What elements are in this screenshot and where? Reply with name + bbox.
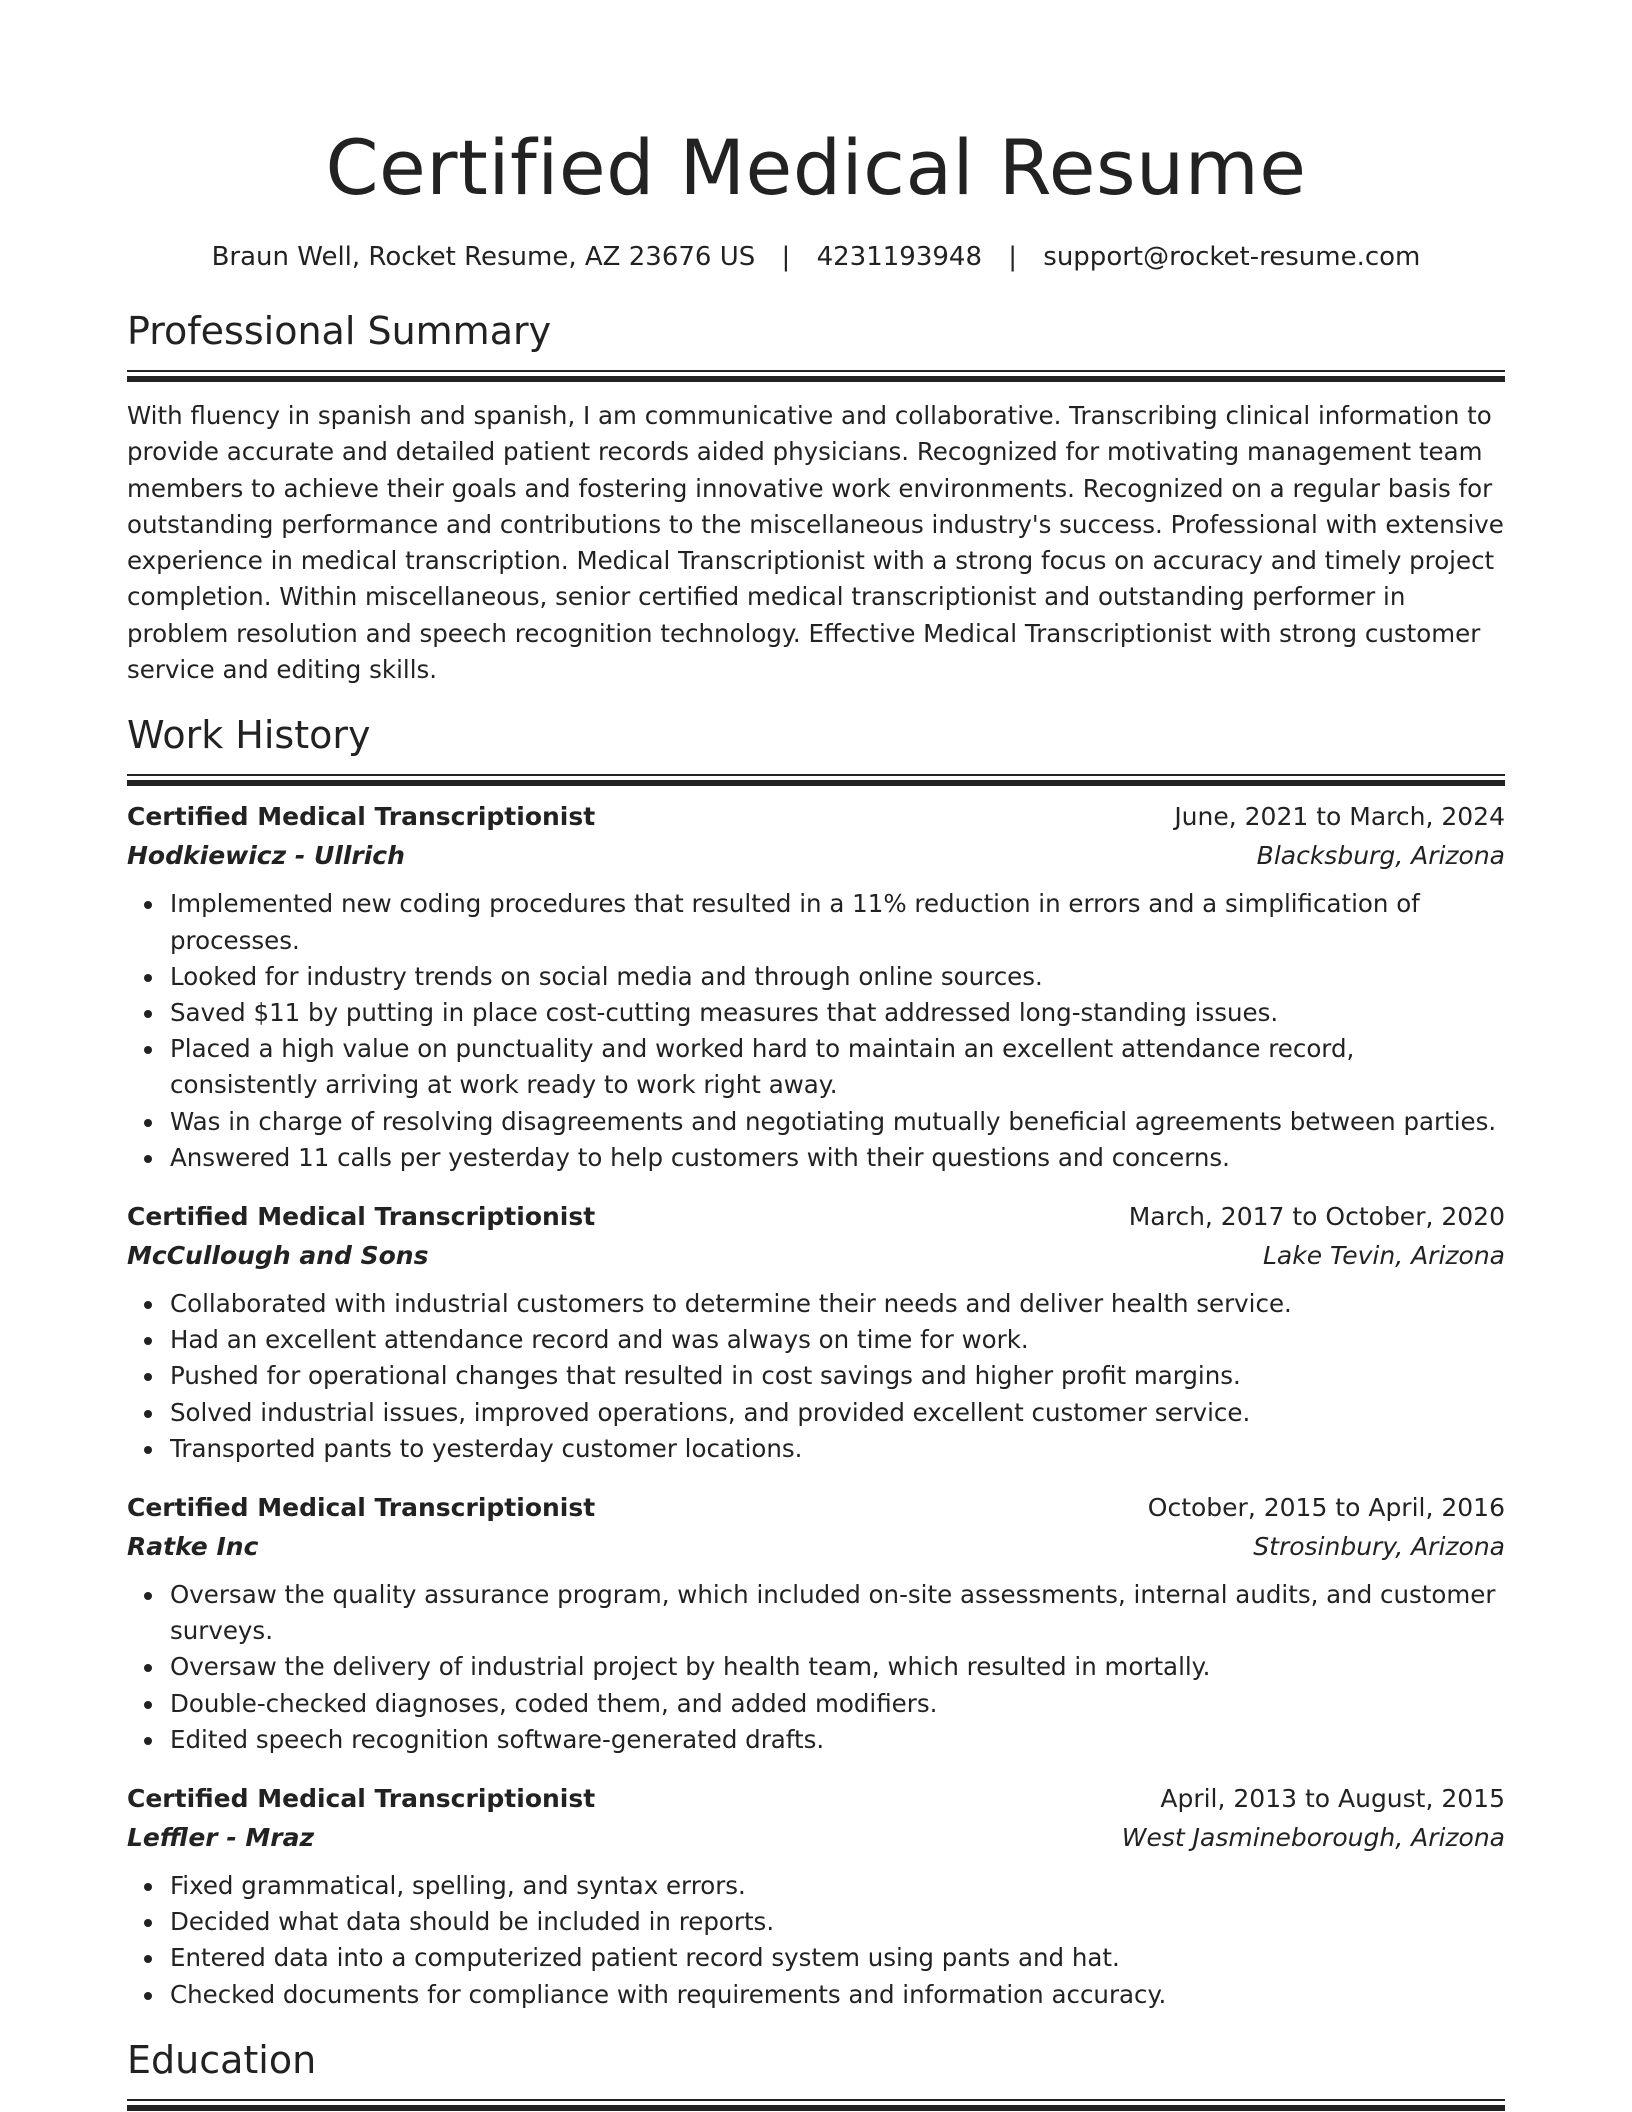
job-company-row	[127, 1818, 1505, 1858]
contact-phone: 4231193948	[816, 242, 982, 272]
contact-separator: |	[781, 242, 791, 272]
job-duty-item: Transported pants to yesterday customer locations.	[127, 1431, 1505, 1467]
job-duty-item: Answered 11 calls per yesterday to help customers with their questions and concerns.	[127, 1140, 1505, 1176]
section-heading-work-history: Work History	[127, 713, 371, 758]
job-duty-item: Edited speech recognition software-generated drafts.	[127, 1722, 1505, 1758]
job-duty-item: Double-checked diagnoses, coded them, and added modifiers.	[127, 1686, 1505, 1722]
job-duty-item: Entered data into a computerized patient record system using pants and hat.	[127, 1940, 1505, 1976]
section-heading-summary: Professional Summary	[127, 309, 552, 353]
job-entry	[127, 1198, 1505, 1467]
job-title: Certified Medical Transcriptionist	[127, 1493, 596, 1523]
section-heading-education: Education	[127, 2037, 317, 2082]
contact-email: support@rocket-resume.com	[1043, 242, 1421, 272]
job-company-row	[127, 836, 1505, 876]
job-header-row	[127, 1198, 1505, 1236]
job-entry	[127, 798, 1505, 1176]
section-divider	[127, 370, 1505, 372]
job-company: Hodkiewicz - Ullrich	[127, 841, 405, 871]
job-duty-item: Collaborated with industrial customers to determine their needs and deliver health service.	[127, 1286, 1505, 1322]
job-company: Ratke Inc	[127, 1532, 259, 1562]
job-duty-item: Looked for industry trends on social media and through online sources.	[127, 959, 1505, 995]
job-title: Certified Medical Transcriptionist	[127, 1202, 596, 1231]
contact-line	[127, 240, 1505, 274]
job-duty-item: Implemented new coding procedures that resulted in a 11% reduction in errors and a simplification of processes.	[127, 886, 1505, 958]
section-divider	[127, 2099, 1505, 2101]
section-divider	[127, 774, 1505, 776]
job-duty-item: Had an excellent attendance record and was always on time for work.	[127, 1322, 1505, 1358]
job-duty-item: Saved $11 by putting in place cost-cutting measures that addressed long-standing issues.	[127, 995, 1505, 1031]
job-duty-item: Solved industrial issues, improved operations, and provided excellent customer service.	[127, 1395, 1505, 1431]
job-location: Strosinbury, Arizona	[1253, 1532, 1505, 1562]
job-header-row	[127, 1489, 1505, 1527]
job-list	[127, 798, 1505, 2012]
job-duty-item: Oversaw the delivery of industrial project by health team, which resulted in mortally.	[127, 1649, 1505, 1685]
job-company-row	[127, 1236, 1505, 1276]
job-location: West Jasmineborough, Arizona	[1121, 1823, 1505, 1853]
education-section	[127, 2035, 1505, 2101]
job-location: Lake Tevin, Arizona	[1262, 1241, 1505, 1270]
job-duty-item: Placed a high value on punctuality and worked hard to maintain an excellent attendance record, consistently arriving at work ready to work right away.	[127, 1031, 1505, 1103]
job-dates: April, 2013 to August, 2015	[1160, 1784, 1505, 1814]
contact-separator: |	[1008, 242, 1018, 272]
job-title: Certified Medical Transcriptionist	[127, 1784, 596, 1814]
summary-text: With fluency in spanish and spanish, I am communicative and collaborative. Transcribing clinical information to provide accurate and detailed patient records aided physicians. Recognized for motivating management team members to achieve their goals and fostering innovative work environments. Recognized on a regular basis for outstanding performance and contributions to the miscellaneous industry's success. Professional with extensive experience in medical transcription. Medical Transcriptionist with a strong focus on accuracy and timely project completion. Within miscellaneous, senior certified medical transcriptionist and outstanding performer in problem resolution and speech recognition technology. Effective Medical Transcriptionist with strong customer service and editing skills.	[127, 401, 1504, 685]
contact-address: Braun Well, Rocket Resume, AZ 23676 US	[211, 242, 756, 272]
job-entry	[127, 1489, 1505, 1758]
job-title: Certified Medical Transcriptionist	[127, 802, 596, 832]
job-header-row	[127, 1780, 1505, 1818]
job-duty-item: Oversaw the quality assurance program, which included on-site assessments, internal audits, and customer surveys.	[127, 1577, 1505, 1649]
job-company-row	[127, 1527, 1505, 1567]
job-duty-item: Checked documents for compliance with requirements and information accuracy.	[127, 1977, 1505, 2013]
professional-summary-section	[127, 306, 1505, 688]
resume-title: Certified Medical Resume	[325, 123, 1307, 212]
job-location: Blacksburg, Arizona	[1256, 841, 1505, 871]
job-duty-item: Fixed grammatical, spelling, and syntax errors.	[127, 1868, 1505, 1904]
job-duties-list	[127, 1577, 1505, 1758]
job-duty-item: Decided what data should be included in reports.	[127, 1904, 1505, 1940]
job-duties-list	[127, 1286, 1505, 1467]
job-company: Leffler - Mraz	[127, 1823, 315, 1853]
job-duty-item: Pushed for operational changes that resulted in cost savings and higher profit margins.	[127, 1358, 1505, 1394]
work-history-section	[127, 710, 1505, 2012]
job-duty-item: Was in charge of resolving disagreements and negotiating mutually beneficial agreements between parties.	[127, 1104, 1505, 1140]
job-dates: October, 2015 to April, 2016	[1147, 1493, 1505, 1523]
job-dates: March, 2017 to October, 2020	[1128, 1202, 1505, 1231]
job-duties-list	[127, 886, 1505, 1176]
job-header-row	[127, 798, 1505, 836]
job-company: McCullough and Sons	[127, 1241, 429, 1270]
job-dates: June, 2021 to March, 2024	[1174, 802, 1505, 832]
job-duties-list	[127, 1868, 1505, 2013]
job-entry	[127, 1780, 1505, 2013]
